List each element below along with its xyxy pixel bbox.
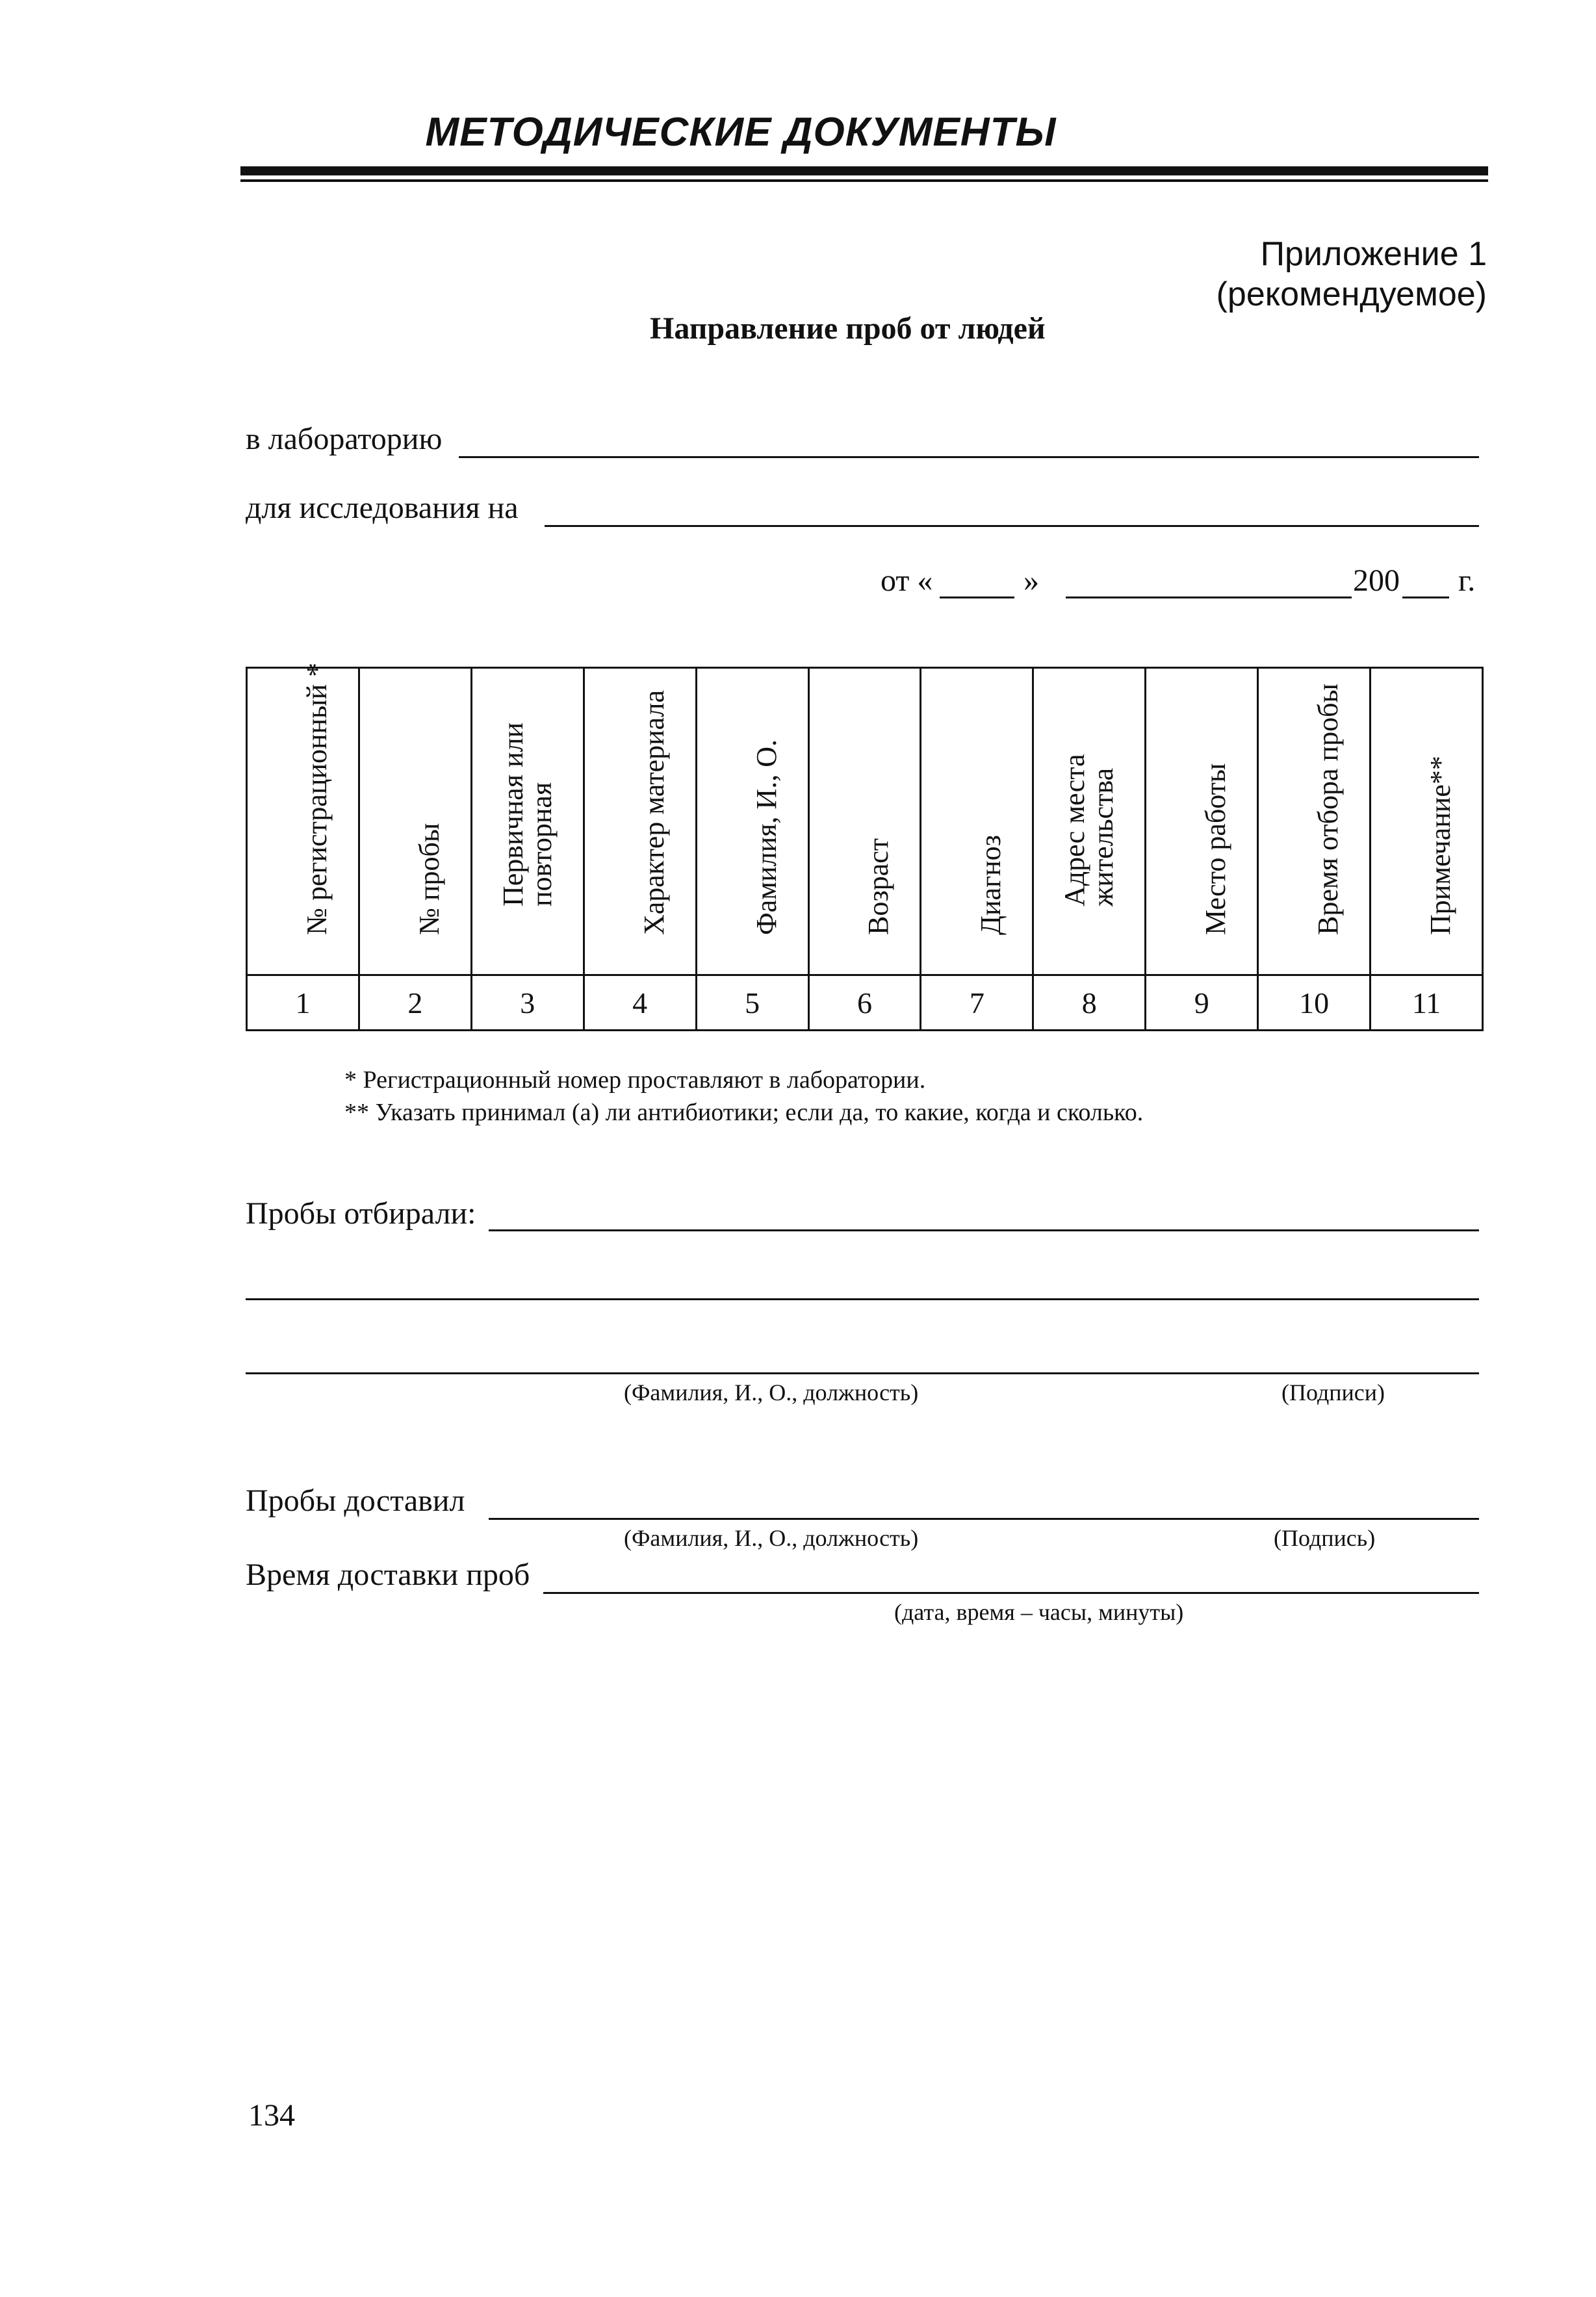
table-header-cell: Примечание** (1371, 668, 1483, 975)
running-header: МЕТОДИЧЕСКИЕ ДОКУМЕНТЫ (425, 110, 1057, 155)
sampled-by-field-3[interactable] (246, 1372, 1479, 1374)
sampled-sign-caption: (Подписи) (1281, 1379, 1385, 1405)
header-rule-thin (240, 179, 1488, 182)
sampled-by-label: Пробы отбирали: (246, 1196, 476, 1231)
date-year-prefix: 200 (1353, 563, 1400, 598)
page-number: 134 (248, 2098, 295, 2133)
laboratory-field[interactable] (459, 456, 1479, 458)
table-number-row (247, 975, 1483, 1031)
date-prefix: от « (881, 563, 933, 598)
column-number: 3 (471, 975, 584, 1031)
column-number: 6 (808, 975, 921, 1031)
delivery-time-label: Время доставки проб (246, 1558, 530, 1592)
delivery-time-field[interactable] (543, 1592, 1479, 1594)
delivered-sign-caption: (Подпись) (1274, 1525, 1376, 1551)
column-number: 1 (247, 975, 359, 1031)
delivered-by-label: Пробы доставил (246, 1483, 465, 1518)
column-number: 11 (1371, 975, 1483, 1031)
document-title: Направление проб от людей (650, 311, 1046, 346)
table-header-cell: Характер материала (584, 668, 696, 975)
table-header-cell: Первичная или повторная (471, 668, 584, 975)
laboratory-label: в лабораторию (246, 422, 443, 456)
sampled-by-field[interactable] (489, 1229, 1479, 1231)
table-header-cell: Место работы (1146, 668, 1258, 975)
column-number: 10 (1258, 975, 1371, 1031)
footnote-registration: * Регистрационный номер проставляют в лаборатории. (344, 1066, 926, 1094)
column-number: 8 (1033, 975, 1146, 1031)
appendix-type: (рекомендуемое) (1216, 276, 1487, 313)
date-month-field[interactable] (1066, 597, 1352, 598)
column-number: 2 (359, 975, 471, 1031)
samples-table (246, 662, 1484, 1031)
header-rule-thick (240, 166, 1488, 175)
sampled-by-field-2[interactable] (246, 1298, 1479, 1300)
column-number: 7 (921, 975, 1033, 1031)
table-header-cell: Адрес места жительства (1033, 668, 1146, 975)
footnote-antibiotics: ** Указать принимал (а) ли антибиотики; если да, то какие, когда и сколько. (344, 1099, 1144, 1126)
table-header-cell: Время отбора пробы (1258, 668, 1371, 975)
delivered-name-caption: (Фамилия, И., О., должность) (624, 1525, 919, 1551)
table-header-cell: № пробы (359, 668, 471, 975)
research-field[interactable] (545, 525, 1479, 527)
date-year-field[interactable] (1402, 597, 1449, 598)
table-header-row (247, 668, 1483, 975)
date-day-field[interactable] (940, 597, 1014, 598)
table-header-cell: Диагноз (921, 668, 1033, 975)
table-header-cell: Фамилия, И., О. (696, 668, 808, 975)
sampled-name-caption: (Фамилия, И., О., должность) (624, 1379, 919, 1405)
appendix-number: Приложение 1 (1260, 235, 1487, 273)
table-header-cell: Возраст (808, 668, 921, 975)
column-number: 5 (696, 975, 808, 1031)
appendix-label (1216, 234, 1487, 314)
research-label: для исследования на (246, 491, 519, 525)
date-mid: » (1023, 563, 1039, 598)
date-suffix: г. (1458, 563, 1476, 598)
column-number: 4 (584, 975, 696, 1031)
delivered-by-field[interactable] (489, 1518, 1479, 1520)
delivery-time-caption: (дата, время – часы, минуты) (894, 1599, 1184, 1625)
table-header-cell: № регистрационный * (247, 668, 359, 975)
column-number: 9 (1146, 975, 1258, 1031)
